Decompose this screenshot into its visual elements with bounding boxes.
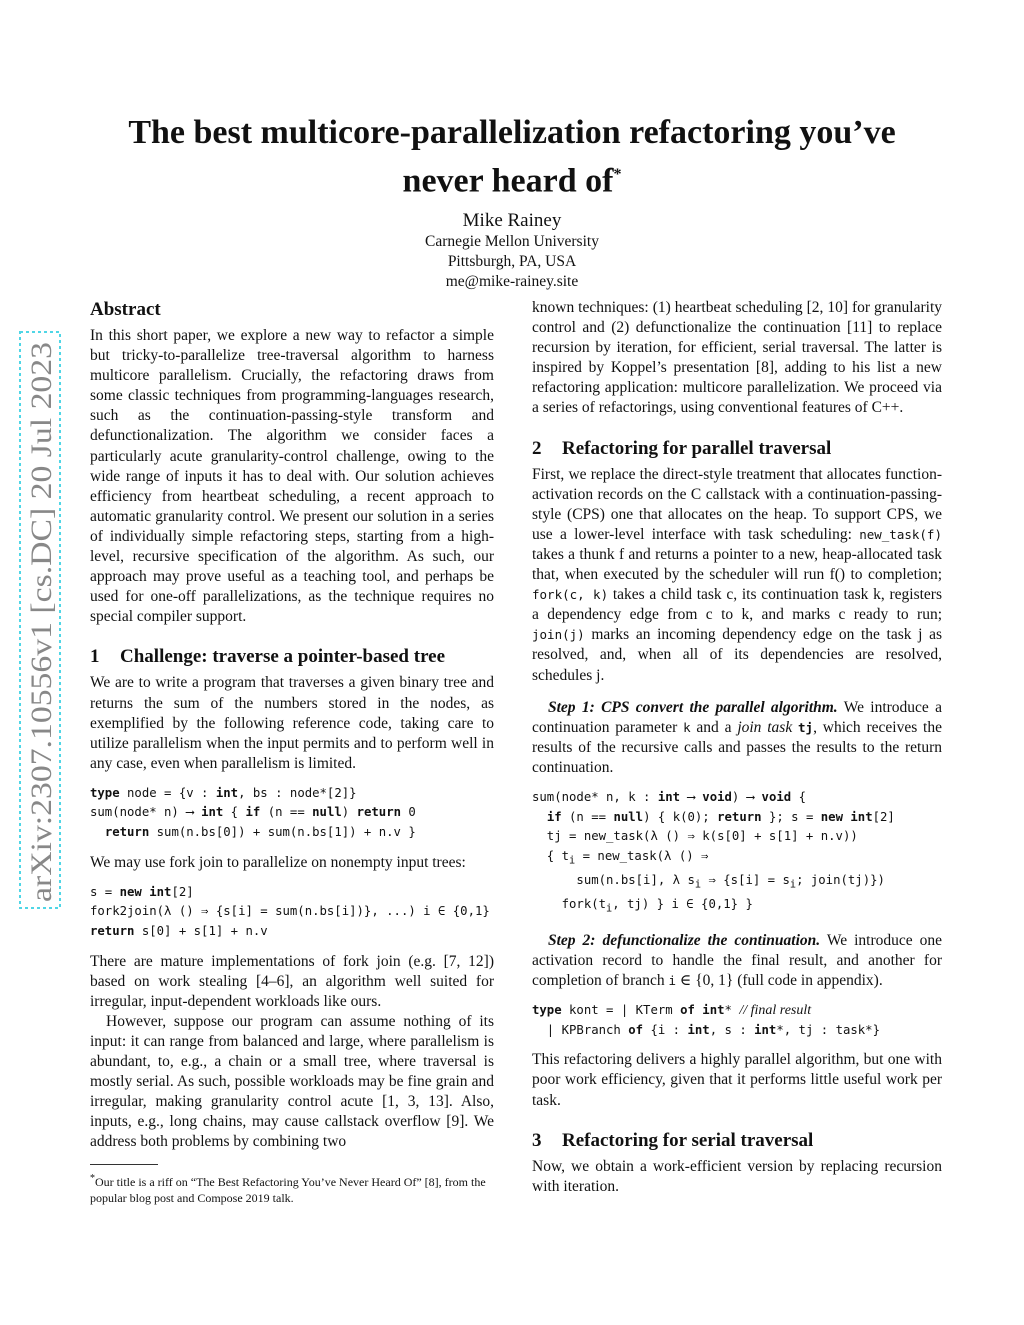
arxiv-id-text: arXiv:2307.10556v1 [cs.DC] 20 Jul 2023 [25,403,58,902]
s2-p1-text-a: First, we replace the direct-style treatment that allocates function-activation records on the C callstack with a continuation-passing-style (CPS) one that allocates on the heap. To support CPS, we use a lower-level interface with task scheduling: [532,465,942,543]
author-email: me@mike-rainey.site [445,273,579,291]
code-fork-join: s = new int[2] fork2join(λ () ⇒ {s[i] = sum(n.bs[i])}, ...) i ∈ {0,1} return s[0] + s[1] + n.v [90,884,490,938]
step-2-text-a: We introduce one activation record to handle the final result, and another for completion of branch [532,931,942,990]
right-column [532,298,942,1197]
footnote-rule [90,1164,158,1165]
author-name: Mike Rainey [462,210,562,232]
section-1-heading [90,645,494,669]
arxiv-side-identifier [18,330,62,910]
s2-p1-text-b: takes a thunk f and returns a pointer to a new, heap-allocated task that, when executed by the scheduler will run f() to completion; [532,545,942,584]
title-footnote-mark: * [613,166,622,183]
section-1-paragraph-1: We are to write a program that traverses a given binary tree and returns the sum of the numbers stored in the nodes, as exemplified by the following reference code, taking care to utilize parallelism when the input permits and to perform well in any case, even when parallelism is limited. [90,674,494,772]
step-1-paragraph [532,698,942,778]
section-1-paragraph-4: However, suppose our program can assume nothing of its input: it can range from balanced and large, where parallelism is abundant, to, e.g., a chain or a small tree, where traversal is mostly serial. As such, possible workloads may be fine grain and irregular, making granularity control acute [1, 3, 13]. Also, inputs, e.g., long chains, may cause callstack overflow [9]. We address both problems by combining two [90,1012,494,1151]
section-1-number: 1 [90,646,100,668]
step-1-text-a: We introduce a continuation parameter [532,698,942,736]
code-defunctionalized-kont: type kont = | KTerm of int* // final result | KPBranch of {i : int, s : int*, tj : task*} [532,1003,880,1037]
section-2-number: 2 [532,437,542,459]
title-line-1: The best multicore-parallelization refactoring you’ve [128,114,896,151]
s2-code-new-task: new_task(f) [859,526,942,542]
step-2-paragraph [532,931,942,991]
s2-p1-text-d: marks an incoming dependency edge on the task j as resolved, and, when all of its dependencies are resolved, schedules j. [532,626,942,684]
step-1-code-k: k [683,719,691,735]
abstract-heading: Abstract [90,299,161,320]
section-2-title: Refactoring for parallel traversal [562,437,832,459]
author-location: Pittsburgh, PA, USA [447,253,577,271]
left-column [90,298,494,1152]
s2-p1-text-c: takes a child task c, its continuation task k, registers a dependency edge from c to k, and marks c ready to run; [532,586,942,624]
step-2-code-i: i [668,973,676,989]
section-1 [90,645,494,1152]
section-3-title: Refactoring for serial traversal [562,1129,814,1151]
section-2-paragraph-1 [532,465,942,686]
section-1-title: Challenge: traverse a pointer-based tree [120,646,446,668]
footnote [90,1164,494,1206]
step-2-text-b: ∈ {0, 1} (full code in appendix). [675,972,883,990]
section-3-number: 3 [532,1129,542,1151]
s2-code-join: join(j) [532,627,585,643]
section-3-paragraph-1: Now, we obtain a work-efficient version by replacing recursion with iteration. [532,1157,942,1195]
section-3 [532,1129,942,1197]
section-1-paragraph-3: There are mature implementations of fork join (e.g. [7, 12]) based on work stealing [4–6], an algorithm well suited for irregular, input-dependent workloads like ours. [90,952,494,1010]
code-cps-sum: sum(node* n, k : int ⟶ void) ⟶ void { if (n == null) { k(0); return }; s = new int[2] tj = new_task(λ () ⇒ k(s[0] + s[1] + n.v)) { $t_i$ = new_task(λ () ⇒ sum(n.bs[i], λ $s_i$ ⇒ {$s[i] = s_i$; join(tj)}) $fork(t_i$, tj) } i ∈ {0,1} } [532,789,895,915]
title-line-2: never heard of [402,162,614,200]
step-2-heading: Step 2: defunctionalize the continuation. [548,931,821,949]
section-2 [532,437,942,1111]
step-1-text-b: and a [690,718,738,736]
section-2-paragraph-after: This refactoring delivers a highly parallel algorithm, but one with poor work efficiency, given that it performs little useful work per task. [532,1051,942,1109]
footnote-text: Our title is a riff on “The Best Refactoring You’ve Never Heard Of” [8], from the popular blog post and Compose 2019 talk. [90,1175,486,1205]
paper-title [60,112,964,202]
step-1-heading: Step 1: CPS convert the parallel algorithm. [548,698,838,716]
code-reference-sum: type node = {v : int, bs : node*[2]} sum(node* n) ⟶ int { if (n == null) return 0 return sum(n.bs[0]) + sum(n.bs[1]) + n.v } [90,785,416,840]
step-1-join-task: join task [737,718,793,736]
section-2-heading [532,437,942,461]
abstract-text: In this short paper, we explore a new way to refactor a simple but tricky-to-parallelize tree-traversal algorithm to harness multicore parallelism. Crucially, the refactoring draws from some classic techniques from programming-languages research, such as the continuation-passing-style transform and defunctionalization. The algorithm we consider faces a particularly acute granularity-control challenge, owing to the wide range of inputs it has to deal with. Our solution achieves efficiency from heartbeat scheduling, a recent approach to automatic granularity control. We present our solution in a series of individually simple refactoring steps, starting from a high-level, recursive specification of the algorithm. As such, our approach may prove useful as a teaching tool, and perhaps be used for one-off parallelizations, as the technique requires no special compiler support. [90,327,494,626]
s2-code-fork: fork(c, k) [532,587,609,603]
footnote-mark: * [90,1173,95,1184]
step-1-text-c: , which receives the results of the recursive calls and passes the results to the return continuation. [532,718,942,776]
section-1-continuation: known techniques: (1) heartbeat scheduling [2, 10] for granularity control and (2) defunctionalize the continuation [11] to replace recursion by iteration, for efficient, serial traversal. The latter is inspired by Koppel’s presentation [8], adding to his list a new refactoring application: multicore parallelization. We proceed via a series of refactorings, using conventional features of C++. [532,299,942,417]
author-affiliation: Carnegie Mellon University [425,233,599,251]
step-1-code-tj: tj [798,719,814,735]
section-1-paragraph-2: We may use fork join to parallelize on nonempty input trees: [90,853,466,871]
section-3-heading [532,1129,942,1153]
paper-header [60,112,964,292]
